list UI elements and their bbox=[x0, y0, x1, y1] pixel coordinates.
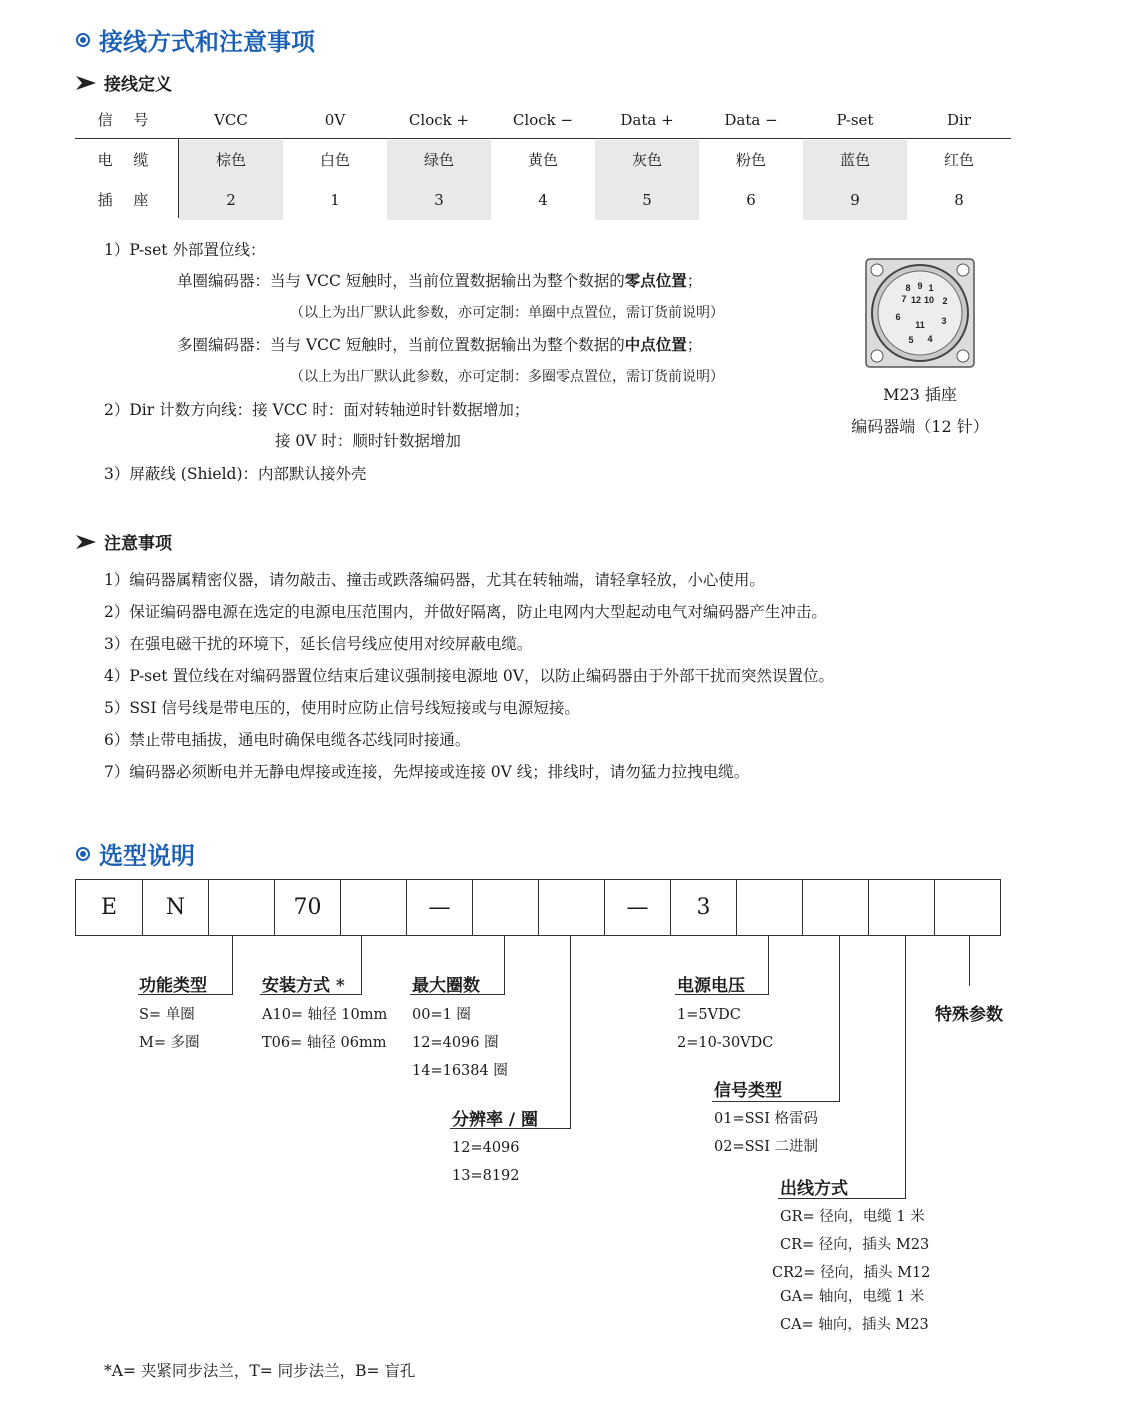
group-item: GA= 轴向，电缆 1 米 bbox=[780, 1289, 925, 1305]
pin-label: 11 bbox=[915, 320, 925, 330]
leader-line bbox=[504, 936, 505, 995]
leader-line bbox=[361, 936, 362, 995]
cable-cell: 红色 bbox=[943, 151, 974, 169]
group-title-resolution: 分辨率 / 圈 bbox=[452, 1110, 539, 1130]
note-text: ； bbox=[686, 272, 703, 290]
caution-item: 4）P-set 置位线在对编码器置位结束后建议强制接电源地 0V，以防止编码器由于外部干扰而突然误置位。 bbox=[104, 667, 834, 685]
group-title-function: 功能类型 bbox=[139, 976, 207, 996]
note-multi-remark: （以上为出厂默认此参数，亦可定制：多圈零点置位，需订货前说明） bbox=[290, 369, 724, 385]
leader-line bbox=[839, 936, 840, 1102]
subtitle-text: 接线定义 bbox=[104, 75, 172, 95]
socket-cell: 8 bbox=[954, 191, 964, 209]
section-title-text: 选型说明 bbox=[99, 841, 195, 870]
group-item: 01=SSI 格雷码 bbox=[714, 1111, 819, 1127]
note-text: ； bbox=[686, 336, 703, 354]
code-box bbox=[472, 880, 538, 935]
group-item: CA= 轴向，插头 M23 bbox=[780, 1317, 929, 1333]
table-vertical-divider bbox=[178, 139, 179, 218]
subtitle-wiring bbox=[76, 70, 172, 95]
code-box: N bbox=[142, 880, 208, 935]
circle-bullet-icon bbox=[76, 33, 90, 47]
group-item: 12=4096 bbox=[452, 1140, 520, 1156]
group-title-mount: 安装方式 * bbox=[262, 976, 345, 996]
leader-line bbox=[768, 936, 769, 995]
note-single-remark: （以上为出厂默认此参数，亦可定制：单圈中点置位，需订货前说明） bbox=[290, 305, 724, 321]
code-box: — bbox=[604, 880, 670, 935]
cable-cell: 灰色 bbox=[595, 140, 699, 180]
socket-cell: 9 bbox=[803, 180, 907, 220]
pin-label: 12 bbox=[910, 295, 922, 305]
group-title-power: 电源电压 bbox=[677, 976, 745, 996]
caution-item: 6）禁止带电插拔，通电时确保电缆各芯线同时接通。 bbox=[104, 731, 471, 749]
note-text: 单圈编码器：当与 VCC 短触时，当前位置数据输出为整个数据的 bbox=[177, 272, 625, 290]
group-item: 2=10-30VDC bbox=[677, 1035, 774, 1051]
caution-item: 3）在强电磁干扰的环境下，延长信号线应使用对绞屏蔽电缆。 bbox=[104, 635, 533, 653]
connector-caption-2: 编码器端（12 针） bbox=[851, 417, 989, 436]
code-box bbox=[736, 880, 802, 935]
cable-cell: 蓝色 bbox=[803, 140, 907, 180]
note-dir-2: 接 0V 时：顺时针数据增加 bbox=[275, 432, 461, 450]
group-item: CR2= 径向，插头 M12 bbox=[772, 1265, 931, 1281]
row-label: 信 号 bbox=[97, 111, 157, 129]
caution-item: 5）SSI 信号线是带电压的，使用时应防止信号线短接或与电源短接。 bbox=[104, 699, 580, 717]
pin-label: 5 bbox=[908, 335, 914, 345]
group-item: T06= 轴径 06mm bbox=[262, 1035, 387, 1051]
group-title-outlet: 出线方式 bbox=[780, 1179, 848, 1199]
leader-line bbox=[232, 936, 233, 995]
cable-cell: 黄色 bbox=[527, 151, 558, 169]
leader-line bbox=[905, 936, 906, 1199]
group-title-signal: 信号类型 bbox=[714, 1081, 782, 1101]
pin-label: 2 bbox=[942, 296, 948, 306]
arrow-bullet-icon bbox=[76, 76, 96, 90]
signal-cell: Dir bbox=[947, 111, 971, 129]
signal-cell: Clock − bbox=[512, 111, 574, 129]
code-box: 3 bbox=[670, 880, 736, 935]
socket-cell: 1 bbox=[330, 191, 340, 209]
note-multi-turn bbox=[177, 334, 702, 356]
circle-bullet-icon bbox=[76, 847, 90, 861]
group-item: S= 单圈 bbox=[139, 1007, 195, 1023]
group-item: 13=8192 bbox=[452, 1168, 520, 1184]
model-code-boxes bbox=[75, 879, 1001, 936]
row-label: 电 缆 bbox=[97, 151, 157, 169]
signal-cell: VCC bbox=[214, 111, 248, 129]
section-title-text: 接线方式和注意事项 bbox=[99, 27, 315, 56]
arrow-bullet-icon bbox=[76, 535, 96, 549]
note-text: 多圈编码器：当与 VCC 短触时，当前位置数据输出为整个数据的 bbox=[177, 336, 625, 354]
group-item: CR= 径向，插头 M23 bbox=[780, 1237, 930, 1253]
cable-cell: 绿色 bbox=[387, 140, 491, 180]
code-box bbox=[868, 880, 934, 935]
code-box: 70 bbox=[274, 880, 340, 935]
row-label: 插 座 bbox=[97, 191, 157, 209]
table-divider bbox=[75, 138, 1011, 139]
cable-cell: 白色 bbox=[319, 151, 350, 169]
wiring-table bbox=[75, 100, 1011, 220]
note-dir: 2）Dir 计数方向线：接 VCC 时：面对转轴逆时针数据增加； bbox=[104, 401, 530, 419]
group-item: M= 多圈 bbox=[139, 1035, 200, 1051]
pin-label: 3 bbox=[941, 316, 947, 326]
caution-item: 7）编码器必须断电并无静电焊接或连接，先焊接或连接 0V 线；排线时，请勿猛力拉拽电缆。 bbox=[104, 763, 750, 781]
caution-item: 2）保证编码器电源在选定的电源电压范围内，并做好隔离，防止电网内大型起动电气对编码器产生冲击。 bbox=[104, 603, 827, 621]
cable-cell: 棕色 bbox=[179, 140, 283, 180]
group-item: 1=5VDC bbox=[677, 1007, 741, 1023]
code-box bbox=[340, 880, 406, 935]
group-item: GR= 径向，电缆 1 米 bbox=[780, 1209, 925, 1225]
socket-cell: 5 bbox=[595, 180, 699, 220]
signal-cell: Data + bbox=[620, 111, 674, 129]
pin-label: 4 bbox=[927, 334, 933, 344]
pin-label: 8 bbox=[905, 283, 911, 293]
cable-cell: 粉色 bbox=[735, 151, 766, 169]
socket-cell: 4 bbox=[538, 191, 548, 209]
note-bold: 零点位置 bbox=[624, 271, 687, 290]
leader-line bbox=[570, 936, 571, 1129]
signal-cell: Clock + bbox=[408, 111, 470, 129]
note-single-turn bbox=[177, 270, 702, 292]
pin-label: 6 bbox=[895, 312, 901, 322]
group-item: 14=16384 圈 bbox=[412, 1063, 508, 1079]
code-box bbox=[802, 880, 868, 935]
m23-connector-icon bbox=[865, 258, 975, 368]
subtitle-text: 注意事项 bbox=[104, 534, 172, 554]
socket-cell: 3 bbox=[387, 180, 491, 220]
section-title-wiring bbox=[76, 22, 315, 57]
group-item: A10= 轴径 10mm bbox=[262, 1007, 388, 1023]
socket-cell: 2 bbox=[179, 180, 283, 220]
connector-caption: M23 插座 bbox=[883, 385, 957, 404]
code-box bbox=[934, 880, 1000, 935]
section-title-selection bbox=[76, 836, 195, 871]
signal-cell: P-set bbox=[836, 111, 874, 129]
subtitle-cautions bbox=[76, 529, 172, 554]
cable-row bbox=[75, 140, 1011, 180]
group-item: 02=SSI 二进制 bbox=[714, 1139, 819, 1155]
code-box: E bbox=[100, 895, 118, 920]
group-title-turns: 最大圈数 bbox=[412, 976, 480, 996]
socket-row bbox=[75, 180, 1011, 220]
group-item: 12=4096 圈 bbox=[412, 1035, 499, 1051]
signal-cell: 0V bbox=[324, 111, 346, 129]
group-title-special: 特殊参数 bbox=[935, 1005, 1003, 1025]
signal-row bbox=[75, 100, 1011, 140]
pin-label: 10 bbox=[923, 295, 935, 305]
pin-label: 9 bbox=[917, 281, 923, 291]
pin-label: 1 bbox=[928, 283, 934, 293]
note-pset: 1）P-set 外部置位线： bbox=[104, 241, 266, 259]
signal-cell: Data − bbox=[724, 111, 778, 129]
footnote: *A= 夹紧同步法兰，T= 同步法兰，B= 盲孔 bbox=[104, 1362, 416, 1380]
caution-item: 1）编码器属精密仪器，请勿敲击、撞击或跌落编码器，尤其在转轴端，请轻拿轻放，小心使用。 bbox=[104, 571, 765, 589]
code-box: — bbox=[406, 880, 472, 935]
note-bold: 中点位置 bbox=[624, 335, 687, 354]
leader-line bbox=[712, 1101, 840, 1102]
code-box bbox=[538, 880, 604, 935]
code-box bbox=[208, 880, 274, 935]
socket-cell: 6 bbox=[746, 191, 756, 209]
leader-line bbox=[969, 936, 970, 986]
group-item: 00=1 圈 bbox=[412, 1007, 471, 1023]
note-shield: 3）屏蔽线 (Shield)：内部默认接外壳 bbox=[104, 465, 367, 483]
pin-label: 7 bbox=[901, 294, 907, 304]
